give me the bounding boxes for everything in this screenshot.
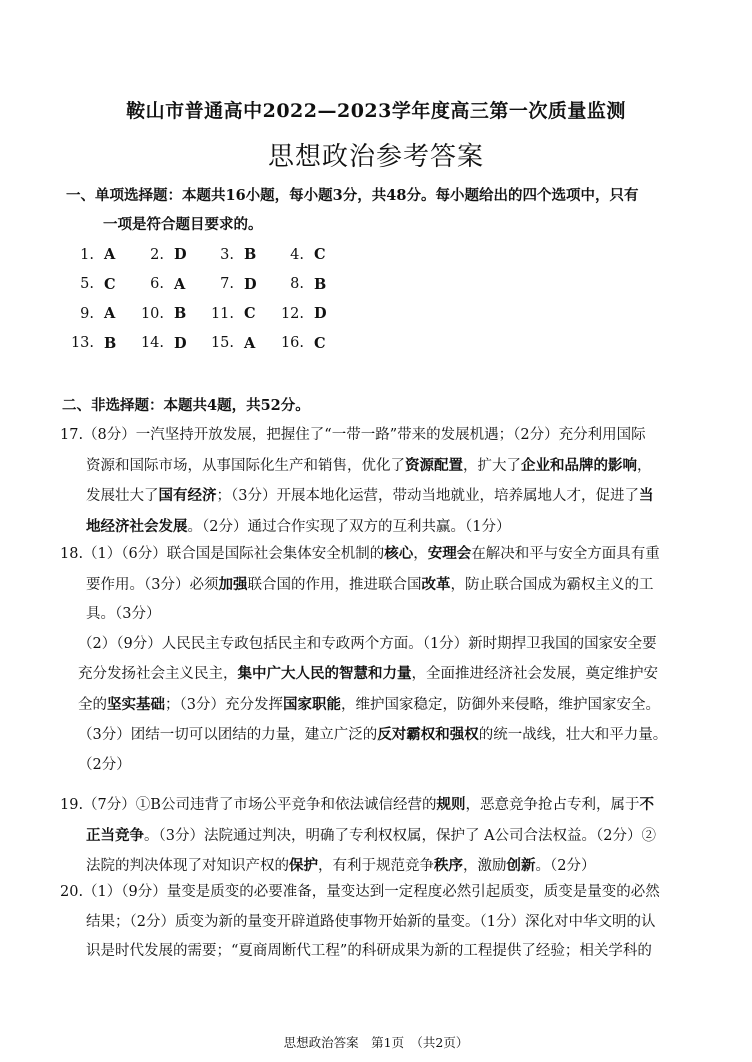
- q18-keyword: 加强: [218, 575, 248, 593]
- q19-text: ，恶意竞争抢占专利，属于: [465, 797, 640, 813]
- question-number: 11.: [210, 305, 234, 322]
- answer-letter: C: [244, 305, 256, 323]
- q17-text: 。（2分）通过合作实现了双方的互利共赢。（1分）: [187, 518, 511, 535]
- answer-letter: A: [174, 275, 186, 293]
- question-number: 2.: [150, 246, 164, 263]
- q18-text: ；（3分）充分发挥: [165, 696, 283, 713]
- q17-text: 17.（8分）一汽坚持开放发展，把握住了“一带一路”带来的发展机遇；（2分）充分利用国际: [60, 427, 646, 443]
- question-number: 16.: [280, 335, 304, 352]
- answer-letter: D: [174, 334, 187, 352]
- q17-keyword: 企业和品牌的影响: [521, 456, 637, 474]
- answer-letter: D: [174, 246, 187, 264]
- answer-letter: C: [104, 275, 116, 293]
- q19-text: 。（3分）法院通过判决，明确了专利权权属，保护了 A公司合法权益。（2分）②: [144, 827, 657, 844]
- question-number: 1.: [80, 246, 94, 263]
- question-17-answer: [60, 421, 696, 542]
- section1-heading-line1: 一、单项选择题：本题共16小题，每小题3分，共48分。每小题给出的四个选项中，只有: [66, 187, 639, 204]
- q19-keyword: 秩序: [434, 857, 463, 874]
- section1-heading: [66, 181, 706, 239]
- question-number: 12.: [280, 305, 304, 322]
- q18-keyword: 核心: [384, 545, 414, 562]
- answer-letter: D: [314, 305, 327, 323]
- q18-keyword: 国家职能: [282, 695, 341, 713]
- q18-text: 全的: [78, 696, 107, 713]
- q19-keyword: 不: [639, 796, 654, 813]
- q17-keyword: 当: [638, 487, 654, 504]
- answer-letter: B: [104, 334, 117, 352]
- answer-letter: C: [314, 334, 326, 352]
- question-number: 14.: [140, 335, 164, 352]
- q17-text: ，: [637, 457, 652, 474]
- q19-text: ，激励: [463, 858, 507, 874]
- answer-key-title: 思想政治参考答案: [267, 142, 484, 172]
- q18-text: 具。（3分）: [86, 606, 161, 622]
- q17-text: 发展壮大了: [86, 488, 159, 504]
- q19-keyword: 正当竞争: [86, 826, 144, 844]
- exam-title: 鞍山市普通高中2022—2023学年度高三第一次质量监测: [126, 100, 626, 122]
- q18-text: 联合国的作用，推进联合国: [247, 576, 422, 593]
- q18-keyword: 反对霸权和强权: [377, 726, 479, 743]
- q20-text: 识是时代发展的需要；“夏商周断代工程”的科研成果为新的工程提供了经验；相关学科的: [86, 943, 652, 959]
- question-20-answer: [60, 878, 696, 967]
- q18-text: ，防止联合国成为霸权主义的工: [450, 576, 654, 593]
- q18-keyword: 安理会: [427, 545, 472, 562]
- q18-text: 在解决和平与安全方面具有重: [471, 546, 660, 562]
- question-number: 15.: [210, 335, 234, 352]
- q19-keyword: 规则: [436, 796, 466, 813]
- q17-text: ，扩大了: [463, 457, 521, 474]
- answer-letter: D: [244, 275, 257, 293]
- answer-row: [60, 240, 340, 270]
- q17-keyword: 国有经济: [158, 487, 217, 504]
- answer-row: [60, 270, 340, 300]
- question-number: 3.: [220, 246, 234, 263]
- answer-letter: B: [244, 246, 257, 264]
- q18-keyword: 坚实基础: [107, 695, 165, 713]
- page-footer: 思想政治答案 第1页 （共2页）: [283, 1035, 469, 1050]
- q19-keyword: 保护: [289, 857, 318, 874]
- q19-text: 法院的判决体现了对知识产权的: [86, 858, 289, 874]
- question-number: 13.: [70, 335, 94, 352]
- q18-text: ，: [413, 546, 428, 562]
- q18-keyword: 集中广大人民的智慧和力量: [237, 665, 412, 682]
- q18-text: 充分发扬社会主义民主，: [78, 666, 238, 682]
- question-number: 10.: [140, 305, 164, 322]
- q19-text: ，有利于规范竞争: [318, 858, 434, 874]
- question-number: 9.: [80, 305, 94, 322]
- q18-text: （3分）团结一切可以团结的力量，建立广泛的: [78, 727, 378, 743]
- q17-text: 资源和国际市场，从事国际化生产和销售，优化了: [86, 457, 405, 474]
- answer-letter: B: [314, 275, 327, 293]
- q19-text: 19.（7分）①B公司违背了市场公平竞争和依法诚信经营的: [60, 797, 437, 813]
- q20-text: 20.（1）（9分）量变是质变的必要准备，量变达到一定程度必然引起质变，质变是量变的必然: [60, 884, 660, 900]
- q18-text: ，维护国家稳定，防御外来侵略，维护国家安全。: [340, 696, 660, 713]
- answer-letter: A: [104, 246, 116, 264]
- answer-letter: A: [104, 305, 116, 323]
- multiple-choice-answers: [60, 240, 340, 358]
- q18-text: 的统一战线，壮大和平力量。: [478, 727, 668, 743]
- question-18-answer: [60, 539, 696, 780]
- q18-text: （2）（9分）人民民主专政包括民主和专政两个方面。（1分）新时期捍卫我国的国家安全要: [78, 635, 657, 652]
- q19-keyword: 创新: [506, 857, 536, 874]
- answer-letter: A: [244, 334, 256, 352]
- q17-keyword: 资源配置: [405, 456, 463, 474]
- answer-letter: C: [314, 246, 326, 264]
- question-number: 6.: [150, 276, 164, 293]
- q18-text: （2分）: [78, 756, 131, 773]
- q18-text: 18.（1）（6分）联合国是国际社会集体安全机制的: [60, 546, 385, 562]
- q19-text: 。（2分）: [535, 858, 596, 874]
- q17-keyword: 地经济社会发展: [86, 517, 188, 535]
- section1-heading-line2: 一项是符合题目要求的。: [103, 216, 263, 233]
- q17-text: ；（3分）开展本地化运营，带动当地就业，培养属地人才，促进了: [216, 488, 639, 504]
- answer-row: [60, 329, 340, 359]
- section2-heading: 二、非选择题：本题共4题，共52分。: [62, 397, 310, 414]
- answer-letter: B: [174, 305, 187, 323]
- question-number: 4.: [290, 246, 304, 263]
- question-19-answer: [60, 790, 696, 882]
- question-number: 5.: [80, 276, 94, 293]
- q18-keyword: 改革: [421, 575, 451, 593]
- q20-text: 结果；（2分）质变为新的量变开辟道路使事物开始新的量变。（1分）深化对中华文明的认: [86, 913, 656, 930]
- question-number: 7.: [220, 276, 234, 293]
- q18-text: 要作用。（3分）必须: [86, 576, 219, 593]
- q18-text: ，全面推进经济社会发展，奠定维护安: [411, 666, 658, 682]
- question-number: 8.: [290, 276, 304, 293]
- answer-row: [60, 299, 340, 329]
